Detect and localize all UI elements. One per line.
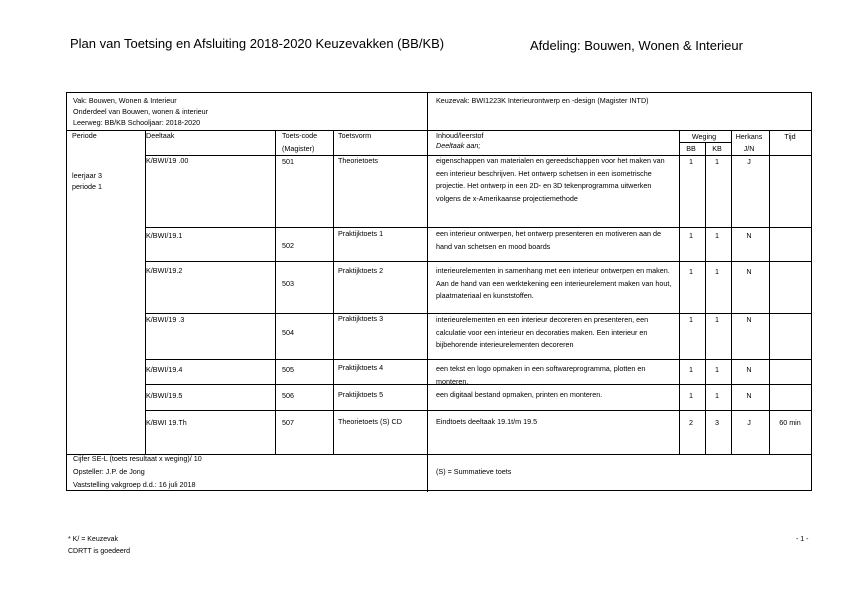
col-divider (427, 130, 428, 492)
col-weging: Weging (691, 132, 717, 141)
col-divider (705, 142, 706, 454)
row-toetsvorm: Praktijktoets 3 (338, 314, 384, 323)
leerweg-label: Leerweg: BB/KB Schooljaar: 2018-2020 (73, 118, 201, 127)
col-deeltaak: Deeltaak (146, 131, 175, 140)
row-code: 502 (282, 241, 294, 250)
row-deeltaak: K/BWI/19.1 (146, 231, 183, 240)
col-periode: Periode (72, 131, 97, 140)
row-inhoud: eigenschappen van materialen en gereedschappen voor het maken van een interieur beschrijven. Het ontwerp schetsen in een isometrische projectie. Het ontwerp in een 2D- en 3D tekenprogramma uitwerken volgens de x-Amerikaanse projectiemethode (436, 156, 665, 203)
col-tijd: Tijd (784, 132, 796, 141)
row-toetsvorm: Praktijktoets 2 (338, 266, 384, 275)
row-divider (145, 359, 811, 360)
row-deeltaak: K/BWI/19 .3 (146, 315, 185, 324)
row-bb: 1 (689, 267, 693, 276)
row-deeltaak: K/BWI/19.5 (146, 391, 183, 400)
row-toetsvorm: Praktijktoets 5 (338, 390, 384, 399)
row-code: 501 (282, 157, 294, 166)
row-divider (145, 410, 811, 411)
row-kb: 3 (715, 418, 719, 427)
row-bb: 1 (689, 231, 693, 240)
row-code: 507 (282, 418, 294, 427)
row-deeltaak: K/BWI 19.Th (146, 418, 187, 427)
department-title: Afdeling: Bouwen, Wonen & Interieur (530, 38, 743, 53)
cijfer-formula: Cijfer SE-L (toets resultaat x weging)/ 10 (73, 454, 202, 463)
row-bb: 1 (689, 391, 693, 400)
row-kb: 1 (715, 231, 719, 240)
col-herkans: Herkans (735, 132, 763, 141)
summatief-note: (S) = Summatieve toets (436, 467, 512, 476)
col-toetscode: Toets-code (282, 131, 318, 140)
row-tijd: 60 min (779, 418, 801, 427)
col-divider (333, 130, 334, 454)
row-bb: 1 (689, 315, 693, 324)
col-divider (427, 93, 428, 130)
page-number: - 1 - (796, 536, 809, 543)
row-code: 506 (282, 391, 294, 400)
row-deeltaak: K/BWI/19.2 (146, 266, 183, 275)
row-bb: 2 (689, 418, 693, 427)
row-toetsvorm: Theorietoets (S) CD (338, 417, 402, 426)
row-deeltaak: K/BWI/19.4 (146, 365, 183, 374)
row-herkans: J (747, 418, 751, 427)
row-herkans: N (746, 315, 752, 324)
col-magister: (Magister) (282, 144, 315, 153)
opsteller: Opsteller: J.P. de Jong (73, 467, 145, 476)
row-inhoud: interieurelementen in samenhang met een interieur ontwerpen en maken. Aan de hand van een werktekening een interieurelement maken van hout, plaatmateriaal en kunststoffen. (436, 266, 672, 300)
row-kb: 1 (715, 267, 719, 276)
row-inhoud: een interieur ontwerpen, het ontwerp presenteren en motiveren aan de hand van schetsen en mood boards (436, 229, 661, 251)
row-kb: 1 (715, 365, 719, 374)
row-kb: 1 (715, 391, 719, 400)
row-toetsvorm: Theorietoets (338, 156, 378, 165)
row-herkans: N (746, 231, 752, 240)
row-inhoud: interieurelementen en een interieur decoreren en presenteren, een calculatie voor een interieur en decoraties maken. Een interieur en bijbehorende interieurelementen decoreren (436, 315, 649, 349)
col-jn: J/N (743, 144, 755, 153)
row-deeltaak: K/BWI/19 .00 (146, 156, 189, 165)
row-toetsvorm: Praktijktoets 1 (338, 229, 384, 238)
periode-periode: periode 1 (72, 182, 102, 191)
row-code: 504 (282, 328, 294, 337)
col-bb: BB (686, 144, 696, 153)
row-bb: 1 (689, 157, 693, 166)
col-divider (145, 130, 146, 454)
row-bb: 1 (689, 365, 693, 374)
row-code: 503 (282, 279, 294, 288)
row-herkans: N (746, 391, 752, 400)
col-divider (679, 130, 680, 454)
col-divider (731, 130, 732, 454)
keuzevak-note: * K/ = Keuzevak (68, 536, 119, 543)
col-divider (769, 130, 770, 454)
document-title: Plan van Toetsing en Afsluiting 2018-2020 Keuzevakken (BB/KB) (70, 36, 445, 51)
row-divider (145, 261, 811, 262)
row-herkans: N (746, 267, 752, 276)
keuzevak-label: Keuzevak: BWI1223K Interieurontwerp en -design (Magister INTD) (436, 96, 649, 105)
row-inhoud: Eindtoets deeltaak 19.1t/m 19.5 (436, 417, 538, 426)
row-herkans: J (747, 157, 751, 166)
col-kb: KB (712, 144, 722, 153)
periode-leerjaar: leerjaar 3 (72, 171, 102, 180)
onderdeel-label: Onderdeel van Bouwen, wonen & interieur (73, 107, 209, 116)
col-toetsvorm: Toetsvorm (338, 131, 372, 140)
vaststelling: Vaststelling vakgroep d.d.: 16 juli 2018 (73, 480, 196, 489)
row-kb: 1 (715, 315, 719, 324)
col-inhoud: Inhoud/leerstof (436, 131, 484, 140)
cdrt-note: CDRTT is goedeerd (68, 548, 130, 555)
row-code: 505 (282, 365, 294, 374)
row-kb: 1 (715, 157, 719, 166)
vak-label: Vak: Bouwen, Wonen & Interieur (73, 96, 177, 105)
row-inhoud: een tekst en logo opmaken in een softwareprogramma, plotten en monteren. (436, 364, 646, 386)
row-herkans: N (746, 365, 752, 374)
row-inhoud: een digitaal bestand opmaken, printen en monteren. (436, 390, 603, 399)
col-divider (275, 130, 276, 454)
row-toetsvorm: Praktijktoets 4 (338, 363, 384, 372)
col-deeltaak-aan: Deeltaak aan; (436, 141, 481, 150)
